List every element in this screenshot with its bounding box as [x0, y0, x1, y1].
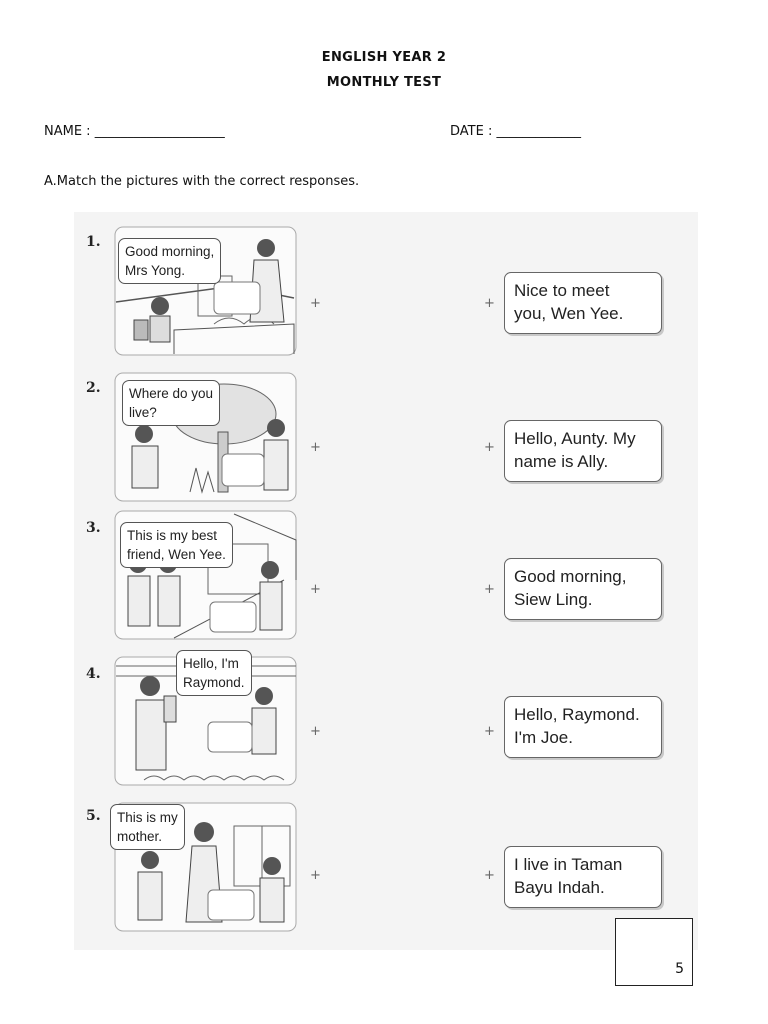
- score-box: [615, 918, 693, 986]
- right-connector-dot[interactable]: +: [484, 582, 495, 597]
- date-field[interactable]: DATE : _____________: [450, 124, 581, 139]
- speech-bubble: This is my best friend, Wen Yee.: [120, 522, 233, 568]
- response-card: I live in Taman Bayu Indah.: [504, 846, 662, 908]
- left-connector-dot[interactable]: +: [310, 296, 321, 311]
- response-card: Hello, Aunty. My name is Ally.: [504, 420, 662, 482]
- speech-bubble: This is my mother.: [110, 804, 185, 850]
- match-item-4: [74, 650, 698, 786]
- speech-bubble: Hello, I'm Raymond.: [176, 650, 252, 696]
- left-connector-dot[interactable]: +: [310, 440, 321, 455]
- match-item-3: [74, 510, 698, 646]
- match-item-2: [74, 372, 698, 508]
- instruction-text: A.Match the pictures with the correct responses.: [44, 174, 360, 189]
- match-item-1: [74, 226, 698, 362]
- item-number: 4.: [86, 666, 101, 682]
- name-field[interactable]: NAME : ____________________: [44, 124, 225, 139]
- right-connector-dot[interactable]: +: [484, 440, 495, 455]
- left-connector-dot[interactable]: +: [310, 868, 321, 883]
- test-subtitle: MONTHLY TEST: [326, 75, 442, 90]
- right-connector-dot[interactable]: +: [484, 296, 495, 311]
- item-number: 2.: [86, 380, 101, 396]
- speech-bubble: Where do you live?: [122, 380, 220, 426]
- item-number: 1.: [86, 234, 101, 250]
- response-card: Hello, Raymond. I'm Joe.: [504, 696, 662, 758]
- response-card: Nice to meet you, Wen Yee.: [504, 272, 662, 334]
- response-card: Good morning, Siew Ling.: [504, 558, 662, 620]
- test-title: ENGLISH YEAR 2: [321, 50, 447, 65]
- left-connector-dot[interactable]: +: [310, 582, 321, 597]
- speech-bubble: Good morning, Mrs Yong.: [118, 238, 221, 284]
- right-connector-dot[interactable]: +: [484, 868, 495, 883]
- match-item-5: [74, 800, 698, 936]
- score-value: 5: [675, 961, 684, 977]
- item-number: 5.: [86, 808, 101, 824]
- exercise-sheet: [74, 212, 698, 950]
- right-connector-dot[interactable]: +: [484, 724, 495, 739]
- item-number: 3.: [86, 520, 101, 536]
- left-connector-dot[interactable]: +: [310, 724, 321, 739]
